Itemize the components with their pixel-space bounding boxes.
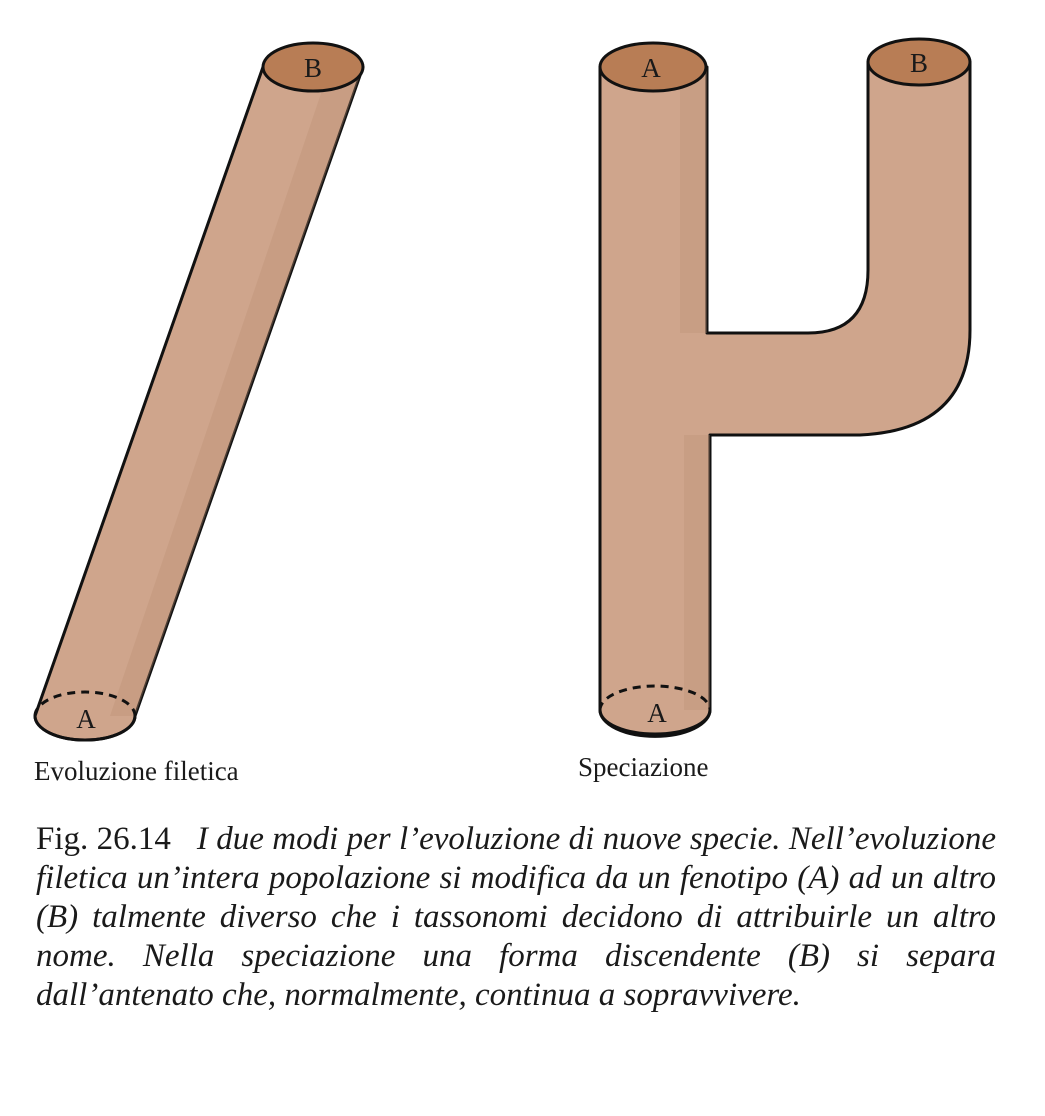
speciation-label-a-bottom: A	[647, 698, 667, 728]
speciation-tube	[600, 39, 970, 736]
speciation-tube-body	[600, 62, 970, 736]
phyletic-tube	[35, 43, 363, 740]
speciation-label-a-top: A	[641, 53, 661, 83]
speciation-trunk-shade	[680, 67, 707, 333]
figure-caption	[36, 820, 996, 1015]
speciation-label-b: B	[909, 48, 929, 78]
speciation-trunk-shade-lower	[684, 435, 710, 710]
figure-number: Fig. 26.14	[36, 821, 171, 857]
phyletic-label-a: A	[76, 704, 96, 734]
speciation-title: Speciazione	[578, 752, 709, 782]
phyletic-label-b: B	[303, 53, 323, 83]
phyletic-title: Evoluzione filetica	[34, 756, 239, 786]
figure-caption-text: I due modi per l’evoluzione di nuove specie. Nell’evoluzione filetica un’intera popolazione si modifica da un fenotipo (A) ad un altro (B) talmente diverso che i tassonomi decidono di attribuirle un altro nome. Nella speciazione una forma discendente (B) si separa dall’antenato che, normalmente, continua a sopravvivere.	[36, 821, 996, 1013]
